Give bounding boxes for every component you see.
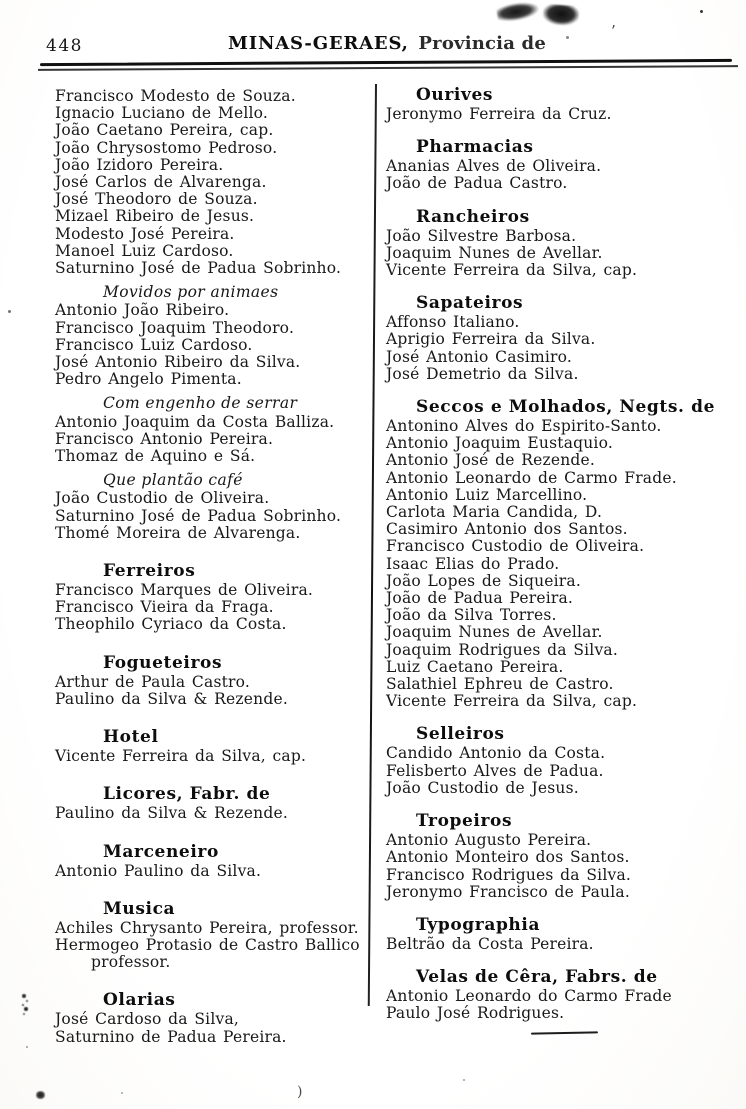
directory-entry: Francisco Joaquim Theodoro.	[55, 318, 295, 337]
section-heading: Ferreiros	[103, 561, 196, 582]
directory-entry: João Silvestre Barbosa.	[386, 226, 577, 245]
section-heading: Com engenho de serrar	[103, 394, 298, 413]
directory-entry: Antonio Joaquim Eustaquio.	[386, 434, 613, 453]
directory-entry: Francisco Vieira da Fraga.	[55, 598, 274, 617]
directory-entry: Carlota Maria Candida, D.	[386, 503, 603, 522]
trade-section	[55, 395, 371, 465]
section-heading: Licores, Fabr. de	[103, 784, 271, 805]
directory-entry: Hermogeo Protasio de Castro Ballico professor.	[55, 935, 360, 972]
trade-section	[386, 968, 718, 1022]
directory-entry: Francisco Modesto de Souza.	[55, 87, 296, 105]
directory-entry: Antonio Joaquim da Costa Balliza.	[55, 412, 335, 431]
directory-entry: João Izidoro Pereira.	[55, 155, 224, 174]
directory-entry: Francisco Rodrigues da Silva.	[386, 865, 632, 884]
directory-entry: João Chrysostomo Pedroso.	[55, 138, 278, 157]
trade-section	[55, 88, 371, 277]
section-heading: Olarias	[103, 990, 176, 1011]
directory-entry: Antonio Luiz Marcellino.	[386, 485, 588, 504]
directory-entry: Paulino da Silva & Rezende.	[55, 804, 288, 823]
left-column	[55, 88, 371, 1046]
trade-section	[386, 208, 718, 280]
directory-entry: Francisco Custodio de Oliveira.	[386, 537, 645, 556]
trade-section	[386, 86, 718, 123]
directory-entry: João de Padua Castro.	[386, 174, 568, 193]
trade-section	[386, 294, 718, 383]
directory-entry: Francisco Luiz Cardoso.	[55, 335, 253, 354]
directory-entry: João Custodio de Oliveira.	[55, 489, 270, 508]
directory-entry: Affonso Italiano.	[386, 313, 520, 332]
directory-entry: João de Padua Pereira.	[386, 589, 574, 608]
directory-entry: Arthur de Paula Castro.	[55, 672, 251, 691]
ink-mark: )	[297, 1084, 303, 1100]
section-heading: Pharmacias	[416, 137, 534, 158]
section-heading: Musica	[103, 898, 176, 919]
section-heading: Hotel	[103, 727, 159, 748]
directory-entry: Thomé Moreira de Alvarenga.	[55, 523, 301, 542]
directory-entry: Casimiro Antonio dos Santos.	[386, 520, 628, 539]
directory-entry: Antonino Alves do Espirito-Santo.	[386, 417, 662, 436]
directory-entry: Theophilo Cyriaco da Costa.	[55, 615, 287, 634]
directory-entry: Antonio Monteiro dos Santos.	[386, 848, 630, 867]
directory-entry: José Cardoso da Silva,	[55, 1010, 240, 1029]
header-rule-bottom	[38, 65, 738, 71]
title-suffix: Provincia de	[418, 33, 546, 54]
trade-section	[55, 284, 371, 388]
directory-entry: Thomaz de Aquino e Sá.	[55, 447, 256, 466]
directory-entry: Achiles Chrysanto Pereira, professor.	[55, 918, 359, 937]
directory-entry: Paulo José Rodrigues.	[386, 1004, 565, 1023]
directory-entry: Saturnino José de Padua Sobrinho.	[55, 259, 342, 278]
directory-entry: Antonio Leonardo de Carmo Frade.	[386, 468, 677, 487]
directory-entry: José Carlos de Alvarenga.	[55, 173, 267, 192]
trade-section	[55, 843, 371, 880]
ink-mark	[36, 1091, 45, 1099]
section-heading: Que plantão café	[103, 471, 243, 490]
ink-speck	[121, 1092, 123, 1094]
directory-entry: Salathiel Ephreu de Castro.	[386, 675, 614, 694]
ink-mark: ’	[611, 22, 616, 40]
directory-entry: João Custodio de Jesus.	[386, 778, 579, 797]
end-rule	[531, 1031, 598, 1034]
trade-section	[55, 472, 371, 542]
ink-speck	[26, 1046, 28, 1048]
section-heading: Ourives	[416, 85, 494, 105]
section-heading: Typographia	[416, 914, 541, 935]
ink-speck	[700, 10, 703, 13]
directory-entry: Pedro Angelo Pimenta.	[55, 370, 242, 389]
directory-entry: Aprigio Ferreira da Silva.	[386, 330, 596, 349]
directory-entry: Francisco Antonio Pereira.	[55, 429, 274, 448]
section-heading: Fogueteiros	[103, 652, 223, 673]
directory-entry: Manoel Luiz Cardoso.	[55, 241, 234, 260]
trade-section	[386, 916, 718, 953]
directory-entry: João da Silva Torres.	[386, 606, 557, 625]
page-title	[0, 33, 746, 54]
right-column	[386, 86, 718, 1023]
trade-section	[386, 725, 718, 797]
directory-entry: Saturnino José de Padua Sobrinho.	[55, 506, 342, 525]
directory-entry: Saturnino de Padua Pereira.	[55, 1027, 287, 1046]
trade-section	[386, 812, 718, 901]
directory-entry: Jeronymo Francisco de Paula.	[386, 882, 630, 901]
directory-entry: Ignacio Luciano de Mello.	[55, 104, 269, 123]
trade-section	[55, 654, 371, 708]
directory-entry: Vicente Ferreira da Silva, cap.	[55, 747, 307, 766]
trade-section	[55, 991, 371, 1045]
section-heading: Sapateiros	[416, 293, 524, 314]
trade-section	[55, 562, 371, 634]
trade-section	[386, 138, 718, 192]
directory-entry: Ananias Alves de Oliveira.	[386, 157, 602, 176]
directory-entry: Francisco Marques de Oliveira.	[55, 581, 314, 600]
directory-entry: Vicente Ferreira da Silva, cap.	[386, 692, 638, 711]
ink-smudge	[542, 4, 579, 26]
section-heading: Movidos por animaes	[103, 283, 279, 302]
directory-entry: José Demetrio da Silva.	[386, 364, 579, 383]
ink-speck	[463, 1079, 465, 1081]
section-heading: Rancheiros	[416, 206, 530, 227]
section-heading: Marceneiro	[103, 841, 219, 862]
directory-entry: Isaac Elias do Prado.	[386, 554, 560, 573]
directory-entry: Joaquim Nunes de Avellar.	[386, 243, 603, 262]
directory-entry: João Lopes de Siqueira.	[386, 571, 581, 590]
directory-entry: Luiz Caetano Pereira.	[386, 657, 564, 676]
directory-entry: Antonio José de Rezende.	[386, 451, 596, 470]
directory-entry: Candido Antonio da Costa.	[386, 744, 606, 763]
directory-entry: José Antonio Casimiro.	[386, 347, 572, 366]
directory-entry: Antonio Augusto Pereira.	[386, 831, 592, 850]
section-heading: Velas de Cêra, Fabrs. de	[416, 967, 658, 988]
directory-entry: Joaquim Rodrigues da Silva.	[386, 640, 618, 659]
directory-entry: Paulino da Silva & Rezende.	[55, 689, 288, 708]
directory-entry: Vicente Ferreira da Silva, cap.	[386, 261, 638, 280]
directory-entry: Antonio Leonardo do Carmo Frade	[386, 987, 672, 1006]
trade-section	[386, 398, 718, 710]
trade-section	[55, 728, 371, 765]
directory-entry: José Theodoro de Souza.	[55, 190, 258, 209]
directory-entry: Jeronymo Ferreira da Cruz.	[386, 105, 612, 123]
section-heading: Tropeiros	[416, 811, 513, 832]
title-province-name: MINAS-GERAES,	[228, 33, 409, 54]
directory-entry: Beltrão da Costa Pereira.	[386, 934, 594, 953]
directory-entry: Felisberto Alves de Padua.	[386, 761, 604, 780]
ink-smudge	[496, 0, 540, 23]
directory-entry: João Caetano Pereira, cap.	[55, 121, 274, 140]
directory-entry: José Antonio Ribeiro da Silva.	[55, 353, 301, 372]
trade-section	[55, 785, 371, 822]
trade-section	[55, 900, 371, 972]
page-number: 448	[46, 36, 83, 56]
directory-entry: Modesto José Pereira.	[55, 224, 235, 243]
directory-entry: Antonio João Ribeiro.	[55, 301, 230, 320]
ink-mark	[22, 994, 26, 998]
directory-entry: Joaquim Nunes de Avellar.	[386, 623, 603, 642]
section-heading: Selleiros	[416, 724, 505, 745]
section-heading: Seccos e Molhados, Negts. de	[416, 397, 715, 418]
directory-entry: Mizael Ribeiro de Jesus.	[55, 207, 255, 226]
ink-speck	[8, 310, 11, 313]
directory-entry: Antonio Paulino da Silva.	[55, 861, 262, 880]
